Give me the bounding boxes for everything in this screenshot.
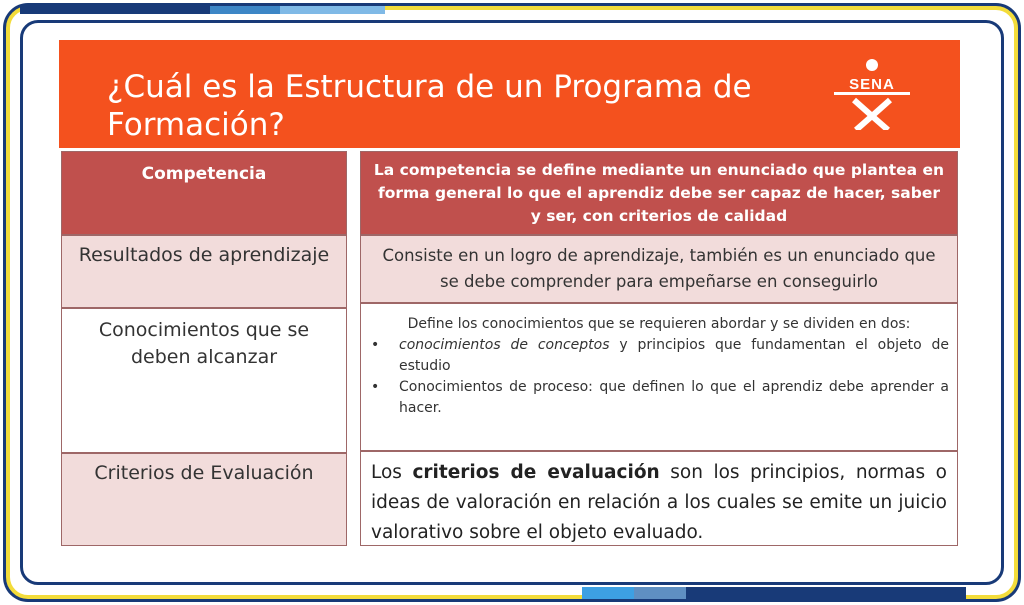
criterios-label-text: Criterios de Evaluación bbox=[94, 462, 314, 484]
bottom-decor-stripe-2 bbox=[634, 587, 686, 599]
sena-logo bbox=[834, 58, 910, 130]
row-criterios-description bbox=[360, 451, 958, 546]
bottom-decor-stripe-1 bbox=[582, 587, 634, 599]
competencia-label-text: Competencia bbox=[141, 164, 267, 184]
sena-logo-figure-icon bbox=[834, 58, 910, 130]
top-decor-stripe-2 bbox=[210, 6, 280, 14]
row-criterios-label bbox=[61, 453, 347, 546]
row-conocimientos-label bbox=[61, 308, 347, 453]
top-decor-stripe-1 bbox=[20, 6, 210, 14]
bottom-decor-stripe-3 bbox=[686, 587, 966, 599]
bullet-1-symbol: • bbox=[371, 337, 380, 353]
bullet-1-rest-text: y principios que fundamentan el objeto de estudio bbox=[399, 337, 950, 374]
row-competencia-description bbox=[360, 151, 958, 235]
row-competencia-label bbox=[61, 151, 347, 235]
bullet-2-symbol: • bbox=[371, 379, 380, 395]
row-resultados-description bbox=[360, 235, 958, 303]
criterios-desc-pre: Los bbox=[371, 462, 413, 483]
sena-logo-text: SENA bbox=[849, 76, 895, 93]
conocimientos-label-text: Conocimientos que se deben alcanzar bbox=[98, 319, 310, 368]
bullet-2-text: Conocimientos de proceso: que definen lo que el aprendiz debe aprender a hacer. bbox=[399, 379, 949, 416]
resultados-label-text: Resultados de aprendizaje bbox=[78, 244, 330, 266]
criterios-desc-post: son los principios, normas o ideas de valoración en relación a los cuales se emite un juicio valorativo sobre el objeto evaluado. bbox=[371, 462, 947, 543]
title-banner bbox=[59, 40, 960, 148]
conocimientos-intro-text: Define los conocimientos que se requieren abordar y se dividen en dos: bbox=[407, 316, 911, 332]
conocimientos-bullet-1 bbox=[369, 335, 949, 377]
top-decor-stripe-3 bbox=[280, 6, 385, 14]
row-conocimientos-description bbox=[360, 303, 958, 451]
slide-title: ¿Cuál es la Estructura de un Programa de Formación? bbox=[107, 69, 752, 143]
row-resultados-label bbox=[61, 235, 347, 308]
competencia-description-text: La competencia se define mediante un enunciado que plantea en forma general lo que el aprendiz debe ser capaz de hacer, saber y ser, con criterios de calidad bbox=[373, 160, 945, 225]
criterios-desc-bold: criterios de evaluación bbox=[412, 462, 660, 483]
resultados-description-text: Consiste en un logro de aprendizaje, también es un enunciado que se debe comprender para empeñarse en conseguirlo bbox=[382, 246, 936, 291]
bullet-1-italic-text: conocimientos de conceptos bbox=[399, 337, 610, 353]
conocimientos-bullet-2 bbox=[369, 377, 949, 419]
